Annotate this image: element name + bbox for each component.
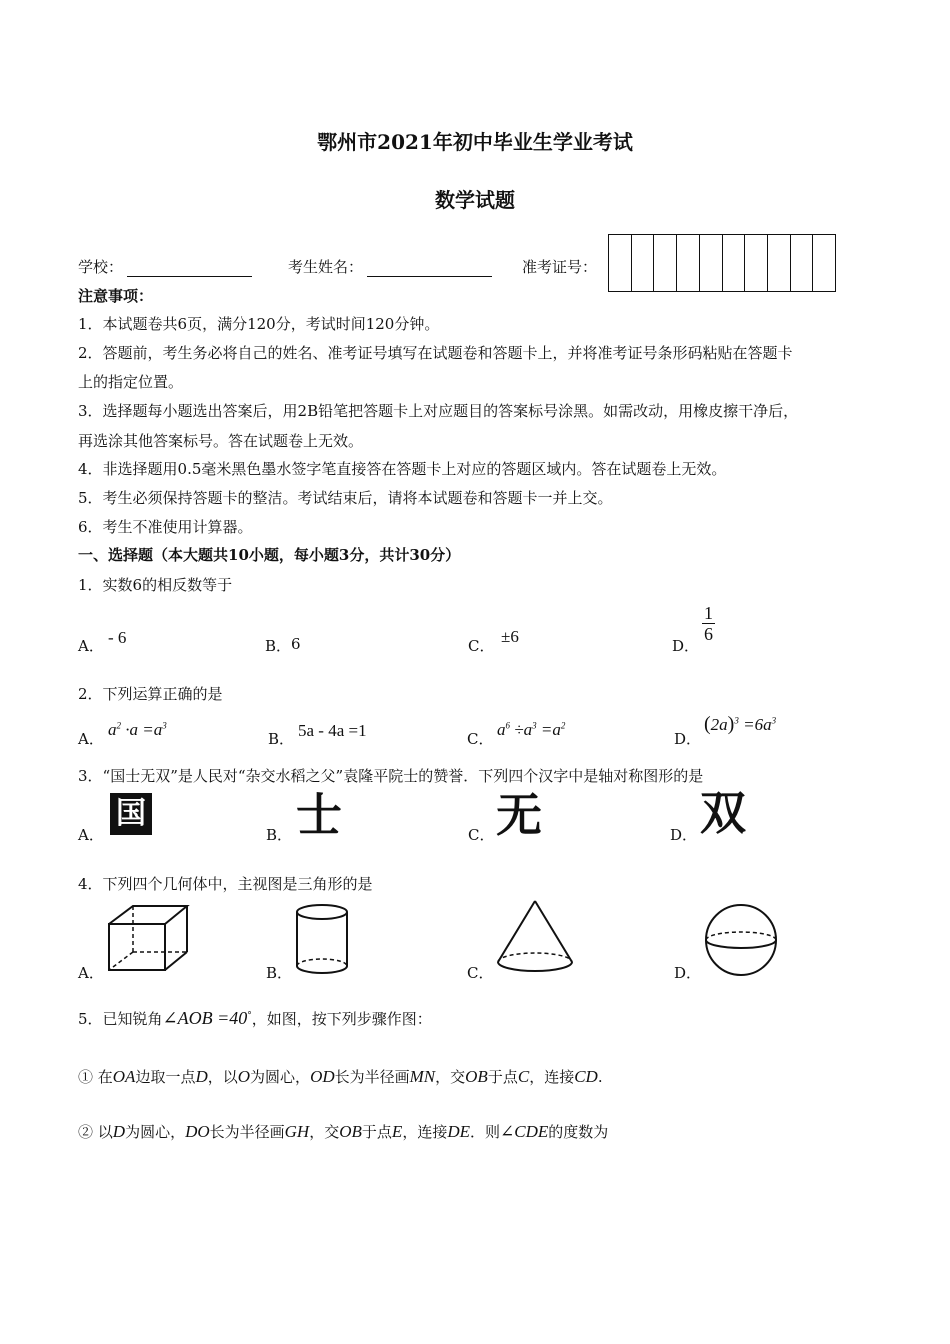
q4-stem: 4．下列四个几何体中，主视图是三角形的是	[78, 875, 373, 893]
q3-d-label: D．	[670, 826, 698, 844]
q1-d-fraction	[702, 603, 715, 644]
notice-item: 3．选择题每小题选出答案后，用2B铅笔把答题卡上对应题目的答案标号涂黑。如需改动，用橡皮擦干净后，	[78, 402, 799, 420]
cone-figure	[494, 898, 576, 976]
q3-a-label: A．	[78, 826, 104, 844]
q4-c-label: C．	[467, 964, 494, 982]
q3-stem: 3．“国士无双”是人民对“杂交水稻之父”袁隆平院士的赞誉．下列四个汉字中是轴对称图形的是	[78, 767, 704, 785]
arc-mn: MN	[409, 1067, 436, 1086]
q2-c-label: C．	[467, 730, 494, 748]
notice-item: 1．本试题卷共6页，满分120分，考试时间120分钟。	[78, 315, 440, 333]
name-label: 考生姓名：	[288, 258, 364, 276]
q2-a-label: A．	[78, 730, 104, 748]
q2-stem: 2．下列运算正确的是	[78, 685, 223, 703]
school-label: 学校：	[78, 258, 124, 276]
q4-a-label: A．	[78, 964, 104, 982]
q2-b-label: B．	[268, 730, 295, 748]
notice-item: 再选涂其他答案标号。答在试题卷上无效。	[78, 432, 364, 450]
q3-c-image: 无	[496, 788, 542, 842]
angle-aob: ∠AOB =40	[162, 1008, 248, 1028]
cube-figure	[105, 902, 191, 974]
notice-item: 4．非选择题用0.5毫米黑色墨水签字笔直接答在答题卡上对应的答题区域内。答在试题卷上无效。	[78, 460, 727, 478]
q5-step2: ② 以D为圆心，DO长为半径画GH，交OB于点E，连接DE．则∠CDE的度数为	[78, 1122, 609, 1141]
page-subtitle: 数学试题	[435, 188, 515, 212]
name-field	[288, 256, 492, 277]
notice-heading: 注意事项：	[78, 287, 154, 305]
q2-d-label: D．	[674, 730, 702, 748]
q1-b-label: B．	[265, 637, 292, 655]
q5-step1: ① 在OA边取一点D，以O为圆心，OD长为半径画MN，交OB于点C，连接CD.	[78, 1067, 603, 1086]
q3-a-image: 国	[110, 793, 152, 835]
id-boxes[interactable]	[608, 234, 836, 292]
q1-c: ±6	[501, 627, 519, 646]
fraction-numerator: 1	[704, 603, 713, 623]
id-label: 准考证号：	[522, 258, 598, 276]
arc-gh: GH	[284, 1122, 310, 1141]
section-heading: 一、选择题（本大题共10小题，每小题3分，共计30分）	[78, 546, 461, 564]
q3-b-image: 士	[296, 788, 342, 842]
q4-d-label: D．	[674, 964, 702, 982]
notice-item: 6．考生不准使用计算器。	[78, 518, 253, 536]
q1-d-label: D．	[672, 637, 700, 655]
q4-b-label: B．	[266, 964, 293, 982]
q1-b: 6	[291, 635, 301, 653]
q1-stem: 1．实数6的相反数等于	[78, 576, 233, 594]
q3-d-image: 双	[700, 786, 746, 840]
page-title: 鄂州市2021年初中毕业生学业考试	[317, 130, 633, 154]
q1-c-label: C．	[468, 637, 495, 655]
q2-b-formula: 5a - 4a =1	[298, 721, 367, 740]
q3-b-label: B．	[266, 826, 293, 844]
notice-item: 上的指定位置。	[78, 373, 184, 391]
q2-c-formula: $a^6 \div a^3 =a^2$	[497, 720, 566, 739]
cylinder-figure	[294, 902, 354, 978]
q2-a-formula: $a^2 \cdot a =a^3$	[108, 720, 167, 739]
notice-item: 2．答题前，考生务必将自己的姓名、准考证号填写在试题卷和答题卡上，并将准考证号条形码粘贴在答题卡	[78, 344, 793, 362]
sphere-figure	[702, 902, 780, 980]
school-blank[interactable]	[127, 262, 252, 277]
notice-item: 5．考生必须保持答题卡的整洁。考试结束后，请将本试题卷和答题卡一并上交。	[78, 489, 613, 507]
name-blank[interactable]	[367, 262, 492, 277]
q1-a-label: A．	[78, 637, 104, 655]
q3-c-label: C．	[468, 826, 495, 844]
q1-a: - 6	[108, 628, 127, 647]
school-field	[78, 256, 252, 277]
q5-stem: 5．已知锐角∠AOB =40°，如图，按下列步骤作图：	[78, 1008, 432, 1028]
q2-d-formula: $(2a)^3 =6a^3$	[704, 713, 777, 735]
fraction-denominator: 6	[704, 624, 713, 644]
